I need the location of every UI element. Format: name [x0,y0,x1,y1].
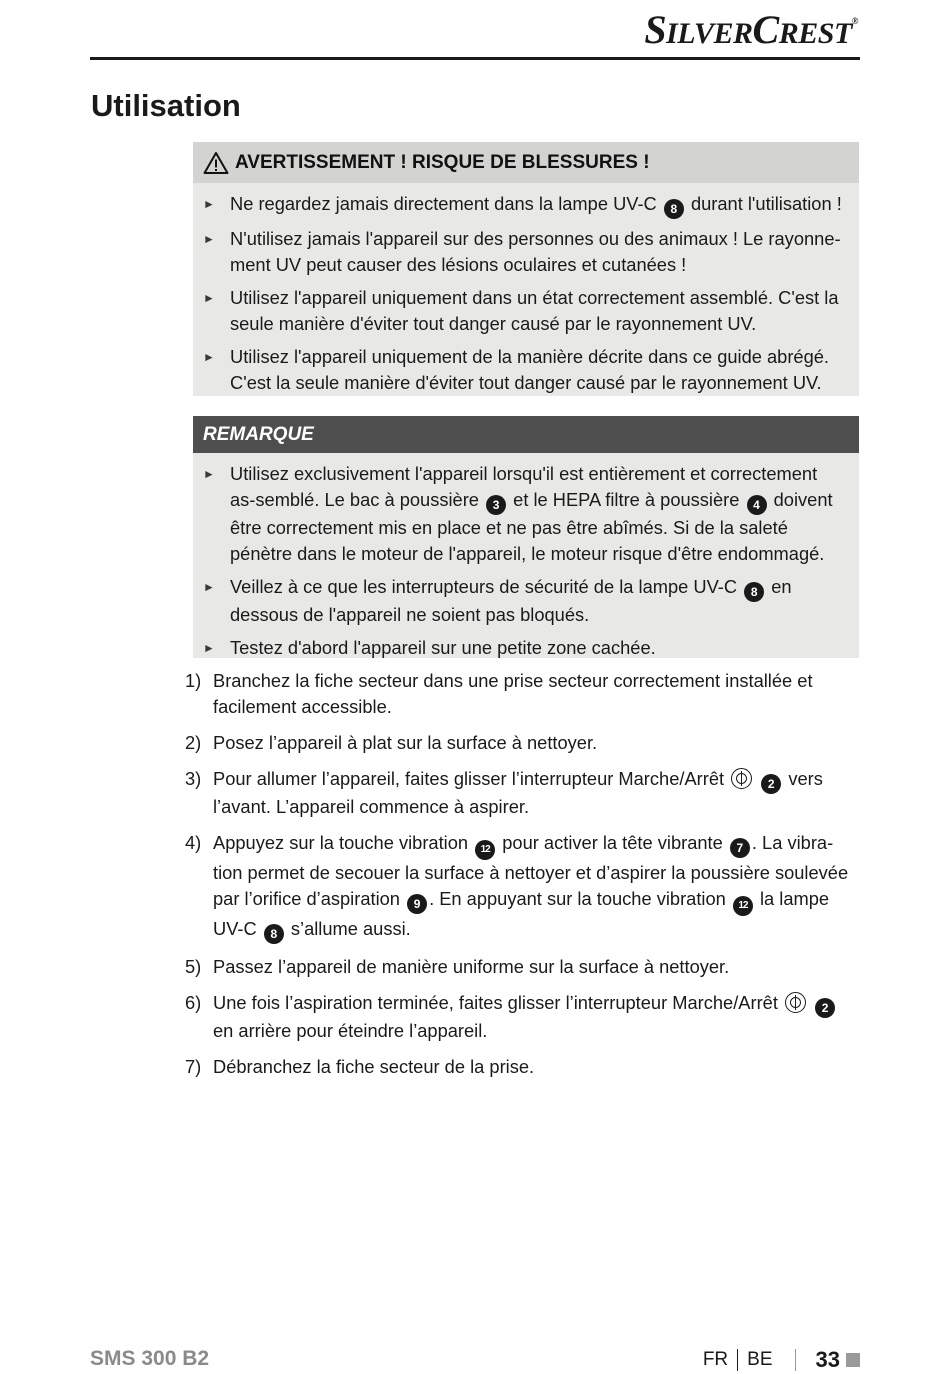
footer-model: SMS 300 B2 [90,1347,210,1370]
brand-letters-rest: REST [778,17,852,50]
part-number-badge: 2 [815,998,835,1018]
part-number-badge: 12 [475,840,495,860]
part-number-badge: 4 [747,495,767,515]
step-text: Appuyez sur la touche vibration 12 pour activer la tête vibrante 7 . La vibra-tion permet de secouer la surface à nettoyer et d’aspirer la poussière soulevée par l’orifice d’aspiration 9 . En appuyant sur la touche vibration 12 la lampe UV-C 8 s’allume aussi. [213,830,860,944]
list-item [203,285,845,337]
step-text: Branchez la fiche secteur dans une prise secteur correctement installée et facilement accessible. [213,670,813,717]
step-text: Pour allumer l’appareil, faites glisser l’interrupteur Marche/Arrêt 2 vers l’avant. L’appareil commence à aspirer. [213,768,823,817]
bullet-arrow-icon: ► [203,291,215,305]
warning-box [193,142,859,396]
list-item-text: Ne regardez jamais directement dans la lampe UV-C 8 durant l'utilisation ! [230,191,845,219]
bullet-arrow-icon: ► [203,232,215,246]
note-title: REMARQUE [203,423,314,445]
language-be: BE [747,1349,773,1370]
list-item-text: Veillez à ce que les interrupteurs de sécurité de la lampe UV-C 8 en dessous de l'appareil ne soient pas bloqués. [230,576,792,625]
brand-letters-ilver: ILVER [666,17,753,50]
warning-triangle-icon [203,151,229,175]
steps-list [185,668,860,1090]
page-marker-square-icon [846,1353,860,1367]
step-item [185,1054,860,1080]
divider [737,1349,738,1371]
list-item [203,344,845,396]
step-text: Passez l’appareil de manière uniforme sur la surface à nettoyer. [213,956,730,977]
power-switch-icon [785,992,806,1013]
language-fr: FR [702,1349,729,1370]
part-number-badge: 3 [486,495,506,515]
step-item [185,668,860,720]
divider [795,1349,796,1371]
step-text: Posez l’appareil à plat sur la surface à nettoyer. [213,732,598,753]
part-number-badge: 7 [730,838,750,858]
warning-list [193,183,859,396]
warning-header [193,142,859,183]
warning-title: AVERTISSEMENT ! RISQUE DE BLESSURES ! [235,151,650,173]
step-text: Une fois l’aspiration terminée, faites glisser l’interrupteur Marche/Arrêt 2 en arrière pour éteindre l’appareil. [213,990,860,1044]
brand-logo [644,6,858,53]
page-number: 33 [815,1347,840,1372]
page-title: Utilisation [91,88,241,123]
footer-pagination [703,1347,860,1373]
part-number-badge: 9 [407,894,427,914]
part-number-badge: 8 [664,199,684,219]
part-number-badge: 12 [733,896,753,916]
step-item [185,730,860,756]
bullet-arrow-icon: ► [203,467,215,481]
note-list [193,453,859,661]
step-number: 6) [185,992,202,1013]
part-number-badge: 8 [744,582,764,602]
brand-letter-s: S [644,7,667,52]
list-item-text: Utilisez l'appareil uniquement dans un état correctement assemblé. C'est la seule manière d'éviter tout danger causé par le rayonnement UV. [230,287,839,334]
list-item [203,635,845,661]
step-number: 2) [185,732,202,753]
note-box [193,416,859,658]
step-number: 3) [185,768,202,789]
list-item-text: Utilisez l'appareil uniquement de la manière décrite dans ce guide abrégé. C'est la seule manière d'éviter tout danger causé par le rayonnement UV. [230,346,830,393]
list-item [203,461,845,567]
step-number: 5) [185,956,202,977]
step-item [185,766,860,820]
registered-mark: ® [851,16,858,26]
list-item [203,191,845,219]
list-item [203,226,845,278]
step-item [185,954,860,980]
step-item [185,830,860,944]
bullet-arrow-icon: ► [203,350,215,364]
list-item [203,574,845,628]
power-switch-icon [731,768,752,789]
part-number-badge: 8 [264,924,284,944]
brand-letter-c: C [752,7,779,52]
step-number: 4) [185,832,202,853]
step-text: Débranchez la fiche secteur de la prise. [213,1056,535,1077]
step-number: 1) [185,670,202,691]
list-item-text: Testez d'abord l'appareil sur une petite zone cachée. [230,637,656,658]
list-item-text: Utilisez exclusivement l'appareil lorsqu'il est entièrement et correctement as-semblé. Le bac à poussière 3 et le HEPA filtre à poussière 4 doivent être correctement mis en place et ne pas être abîmés. Si de la saleté pénètre dans le moteur de l'appareil, le moteur risque d'être endommagé. [230,463,833,564]
header-rule [90,57,860,60]
bullet-arrow-icon: ► [203,197,215,211]
list-item-text: N'utilisez jamais l'appareil sur des personnes ou des animaux ! Le rayonne-ment UV peut causer des lésions oculaires et cutanées ! [230,228,841,275]
step-item [185,990,860,1044]
part-number-badge: 2 [761,774,781,794]
bullet-arrow-icon: ► [203,580,215,594]
bullet-arrow-icon: ► [203,641,215,655]
step-number: 7) [185,1056,202,1077]
note-header [193,416,859,453]
